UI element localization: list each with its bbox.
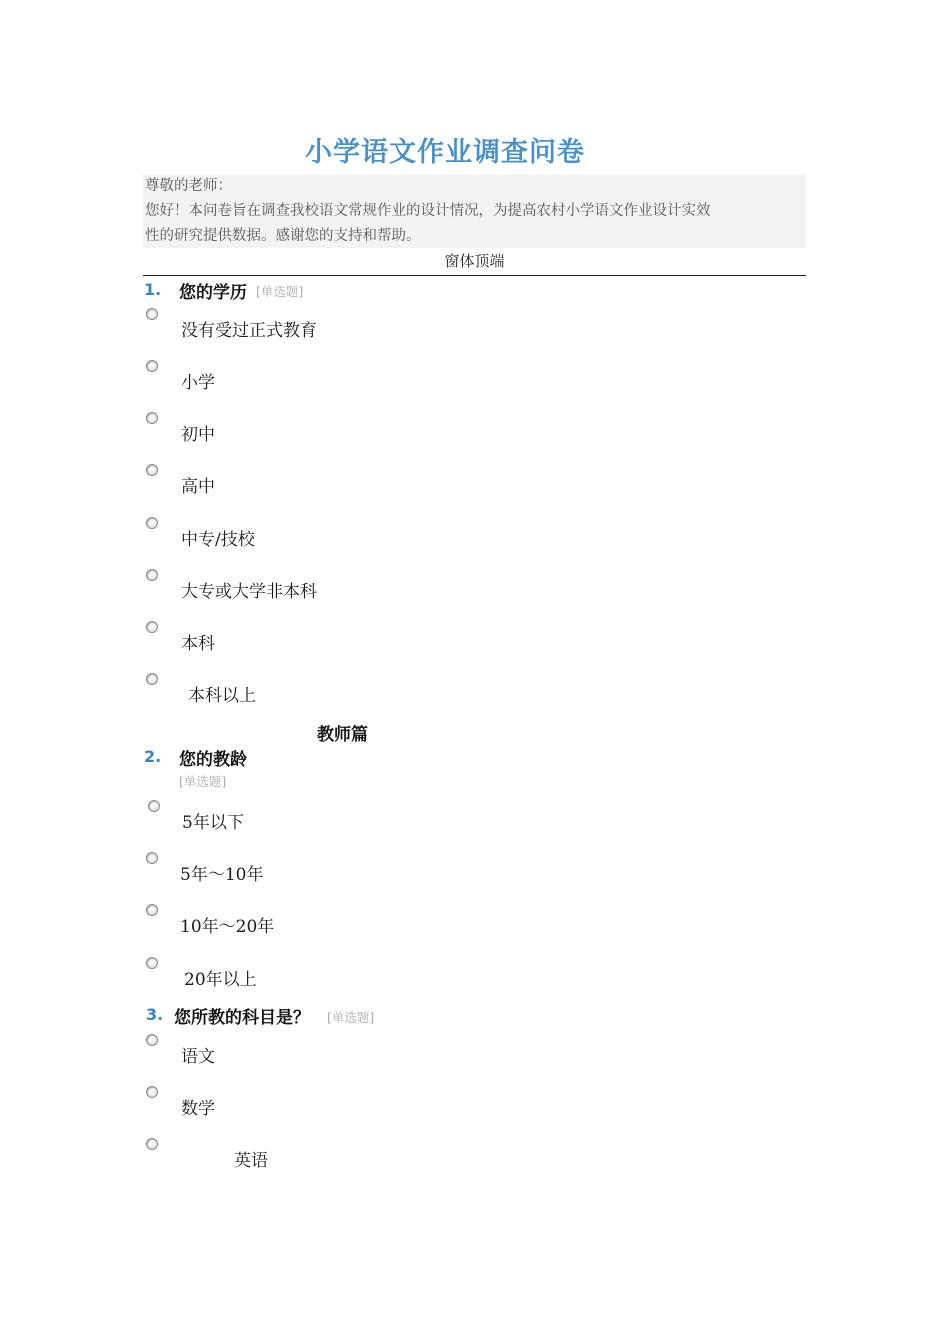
q1-option-6-label[interactable]: 大专或大学非本科 bbox=[181, 582, 317, 602]
intro-box bbox=[143, 174, 806, 248]
q1-option-7-label[interactable]: 本科 bbox=[181, 634, 215, 654]
q3-option-2-radio[interactable] bbox=[146, 1086, 158, 1098]
q2-option-4-label[interactable]: 20年以上 bbox=[184, 970, 257, 990]
q1-option-6-radio[interactable] bbox=[146, 569, 158, 581]
intro-line-1: 您好！本问卷旨在调查我校语文常规作业的设计情况，为提高农村小学语文作业设计实效 bbox=[145, 203, 711, 219]
q1-option-7-radio[interactable] bbox=[146, 621, 158, 633]
q2-option-2-label[interactable]: 5年～10年 bbox=[180, 865, 264, 885]
q2-option-1-radio[interactable] bbox=[148, 800, 160, 812]
q1-option-4-label[interactable]: 高中 bbox=[181, 477, 215, 497]
q1-option-1-radio[interactable] bbox=[146, 308, 158, 320]
q1-option-1-label[interactable]: 没有受过正式教育 bbox=[181, 321, 317, 341]
q1-option-5-radio[interactable] bbox=[146, 517, 158, 529]
question-3-number: 3. bbox=[146, 1005, 164, 1024]
intro-greeting: 尊敬的老师： bbox=[145, 178, 232, 194]
intro-line-2: 性的研究提供数据。感谢您的支持和帮助。 bbox=[145, 228, 421, 244]
q3-option-2-label[interactable]: 数学 bbox=[181, 1099, 215, 1119]
q2-option-3-label[interactable]: 10年～20年 bbox=[180, 917, 275, 937]
question-2-text: 您的教龄 bbox=[179, 750, 247, 770]
question-1-number: 1. bbox=[144, 280, 162, 299]
question-1-text: 您的学历 bbox=[179, 283, 247, 303]
q2-option-3-radio[interactable] bbox=[146, 904, 158, 916]
q1-option-3-radio[interactable] bbox=[146, 412, 158, 424]
q1-option-2-radio[interactable] bbox=[146, 360, 158, 372]
q2-option-4-radio[interactable] bbox=[146, 957, 158, 969]
form-top-divider bbox=[143, 275, 806, 276]
q1-option-2-label[interactable]: 小学 bbox=[181, 373, 215, 393]
question-1-type: [单选题] bbox=[256, 284, 304, 299]
q3-option-1-radio[interactable] bbox=[146, 1034, 158, 1046]
q1-option-4-radio[interactable] bbox=[146, 464, 158, 476]
q3-option-3-label[interactable]: 英语 bbox=[234, 1151, 268, 1171]
q1-option-3-label[interactable]: 初中 bbox=[181, 425, 215, 445]
question-2-number: 2. bbox=[144, 747, 162, 766]
q1-option-5-label[interactable]: 中专/技校 bbox=[181, 530, 255, 550]
q2-option-1-label[interactable]: 5年以下 bbox=[182, 813, 244, 833]
question-2-type: [单选题] bbox=[179, 774, 227, 789]
page-title: 小学语文作业调查问卷 bbox=[305, 137, 585, 168]
question-3-type: [单选题] bbox=[327, 1010, 375, 1025]
q1-option-8-radio[interactable] bbox=[146, 673, 158, 685]
q3-option-3-radio[interactable] bbox=[146, 1138, 158, 1150]
q1-option-8-label[interactable]: 本科以上 bbox=[188, 686, 256, 706]
question-3-text: 您所教的科目是？ bbox=[174, 1008, 310, 1028]
q3-option-1-label[interactable]: 语文 bbox=[181, 1047, 215, 1067]
q2-option-2-radio[interactable] bbox=[146, 852, 158, 864]
section-heading-teacher: 教师篇 bbox=[317, 725, 368, 745]
form-top-label: 窗体顶端 bbox=[444, 252, 505, 270]
